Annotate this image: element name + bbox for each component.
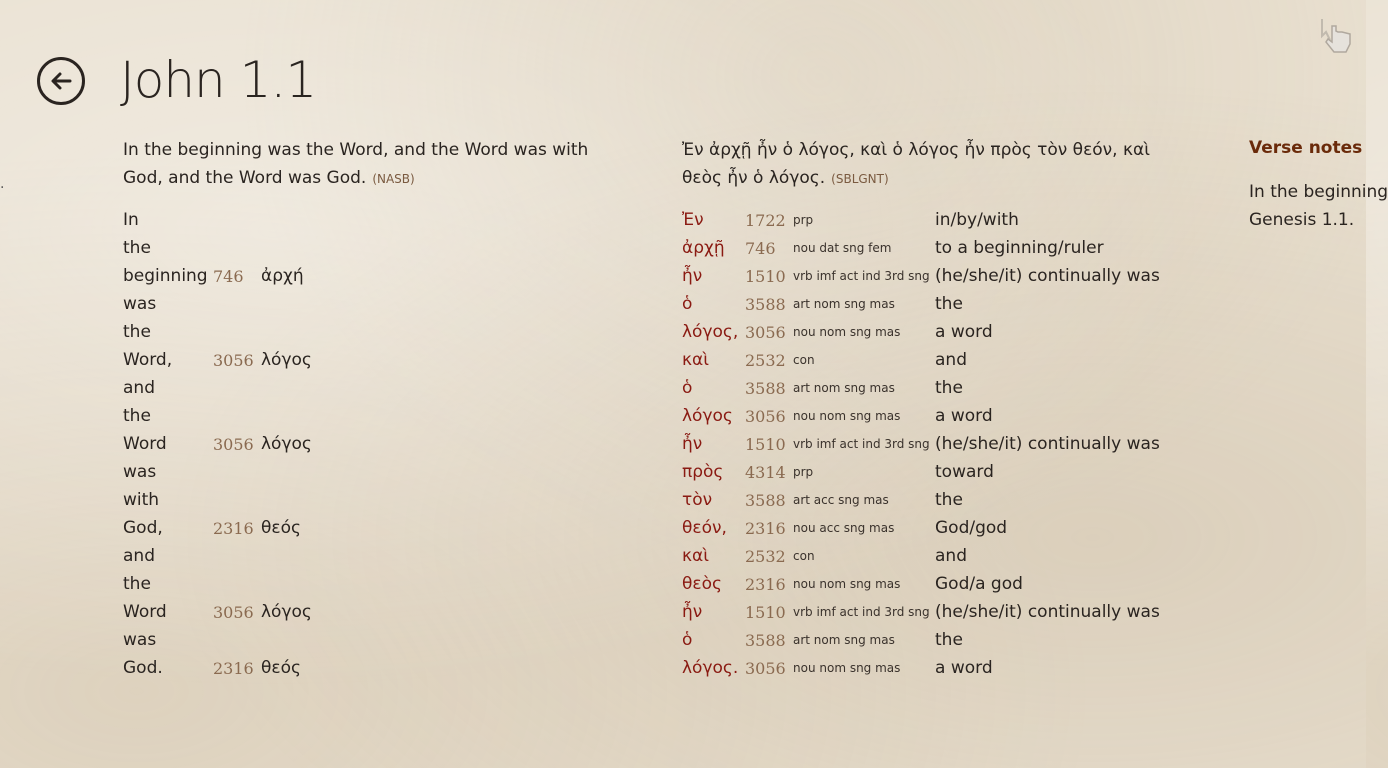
- english-word-row[interactable]: [123, 290, 312, 318]
- gloss: the: [935, 378, 963, 398]
- english-word: Word,: [123, 350, 173, 370]
- gloss: God/a god: [935, 574, 1023, 594]
- greek-word: λόγος,: [682, 322, 739, 342]
- strongs-number: 3056: [213, 350, 254, 370]
- strongs-number: 2532: [745, 546, 786, 566]
- greek-word-row[interactable]: [682, 346, 1160, 374]
- greek-word-row[interactable]: [682, 486, 1160, 514]
- parsing-code: nou dat sng fem: [793, 241, 892, 255]
- strongs-number: 1510: [745, 434, 786, 454]
- greek-word: ἀρχῇ: [682, 238, 725, 258]
- parsing-code: art nom sng mas: [793, 381, 895, 395]
- gloss: the: [935, 294, 963, 314]
- greek-word-row[interactable]: [682, 430, 1160, 458]
- parsing-code: art nom sng mas: [793, 633, 895, 647]
- gloss: God/god: [935, 518, 1008, 538]
- gloss: (he/she/it) continually was: [935, 602, 1160, 622]
- greek-word: θεὸς: [682, 574, 722, 594]
- greek-lemma: θεός: [261, 658, 301, 678]
- english-word-row[interactable]: [123, 206, 312, 234]
- greek-word-row[interactable]: [682, 206, 1160, 234]
- strongs-number: 3056: [745, 658, 786, 678]
- greek-lemma: λόγος: [261, 350, 312, 370]
- english-word: beginning: [123, 266, 208, 286]
- english-word: and: [123, 378, 155, 398]
- english-word-row[interactable]: [123, 262, 312, 290]
- parsing-code: con: [793, 353, 815, 367]
- parsing-code: nou nom sng mas: [793, 661, 901, 675]
- greek-word: λόγος: [682, 406, 733, 426]
- english-word-row[interactable]: [123, 598, 312, 626]
- greek-word: ὁ: [682, 630, 693, 650]
- english-word-row[interactable]: [123, 430, 312, 458]
- parsing-code: art acc sng mas: [793, 493, 889, 507]
- english-word-row[interactable]: [123, 374, 312, 402]
- strongs-number: 2532: [745, 350, 786, 370]
- strongs-number: 3588: [745, 294, 786, 314]
- english-verse-text: In the beginning was the Word, and the Word was with God, and the Word was God.: [123, 140, 589, 188]
- greek-word: ἦν: [682, 434, 703, 454]
- greek-lemma: θεός: [261, 518, 301, 538]
- hand-pointer-icon: [1318, 16, 1356, 58]
- english-word: In: [123, 210, 139, 230]
- parsing-code: nou nom sng mas: [793, 577, 901, 591]
- parsing-code: nou acc sng mas: [793, 521, 895, 535]
- strongs-number: 3056: [213, 434, 254, 454]
- verse-notes-title: Verse notes: [1249, 138, 1363, 158]
- greek-lemma: λόγος: [261, 434, 312, 454]
- strongs-number: 3056: [745, 406, 786, 426]
- english-word-row[interactable]: [123, 542, 312, 570]
- parsing-code: prp: [793, 213, 814, 227]
- gloss: to a beginning/ruler: [935, 238, 1104, 258]
- strongs-number: 3588: [745, 378, 786, 398]
- english-version-tag: (NASB): [372, 172, 415, 186]
- greek-word: τὸν: [682, 490, 713, 510]
- english-word: God.: [123, 658, 163, 678]
- greek-lemma: λόγος: [261, 602, 312, 622]
- english-word: the: [123, 322, 151, 342]
- gloss: and: [935, 546, 967, 566]
- english-word: was: [123, 630, 157, 650]
- gloss: and: [935, 350, 967, 370]
- greek-lemma: ἀρχή: [261, 266, 304, 286]
- strongs-number: 1722: [745, 210, 786, 230]
- english-word: was: [123, 294, 157, 314]
- parsing-code: vrb imf act ind 3rd sng: [793, 269, 930, 283]
- english-word-row[interactable]: [123, 486, 312, 514]
- gloss: the: [935, 490, 963, 510]
- english-word-row[interactable]: [123, 458, 312, 486]
- edge-marker: ·: [0, 180, 5, 196]
- greek-word: πρὸς: [682, 462, 724, 482]
- greek-word-row[interactable]: [682, 290, 1160, 318]
- english-word: Word: [123, 602, 167, 622]
- greek-word-row[interactable]: [682, 402, 1160, 430]
- parsing-code: vrb imf act ind 3rd sng: [793, 437, 930, 451]
- greek-word-row[interactable]: [682, 234, 1160, 262]
- english-word: Word: [123, 434, 167, 454]
- parsing-code: vrb imf act ind 3rd sng: [793, 605, 930, 619]
- greek-word: ὁ: [682, 378, 693, 398]
- greek-word: ἦν: [682, 266, 703, 286]
- greek-word: Ἐν: [682, 210, 704, 230]
- strongs-number: 2316: [745, 574, 786, 594]
- greek-word-row[interactable]: [682, 262, 1160, 290]
- strongs-number: 3056: [213, 602, 254, 622]
- verse-note-line: In the beginning: [1249, 182, 1388, 202]
- strongs-number: 746: [745, 238, 776, 258]
- verse-note-link[interactable]: Genesis 1.1.: [1249, 210, 1355, 230]
- english-word-row[interactable]: [123, 402, 312, 430]
- strongs-number: 2316: [745, 518, 786, 538]
- greek-word: καὶ: [682, 350, 709, 370]
- parsing-code: art nom sng mas: [793, 297, 895, 311]
- greek-verse-text: Ἐν ἀρχῇ ἦν ὁ λόγος, καὶ ὁ λόγος ἦν πρὸς τὸν θεόν, καὶ θεὸς ἦν ὁ λόγος.: [682, 140, 1150, 188]
- english-word-row[interactable]: [123, 570, 312, 598]
- strongs-number: 3588: [745, 630, 786, 650]
- greek-word: ἦν: [682, 602, 703, 622]
- greek-word-row[interactable]: [682, 598, 1160, 626]
- english-word-row[interactable]: [123, 318, 312, 346]
- gloss: a word: [935, 406, 993, 426]
- parsing-code: nou nom sng mas: [793, 325, 901, 339]
- greek-verse: [682, 136, 1182, 193]
- english-word-row[interactable]: [123, 654, 312, 682]
- english-word: was: [123, 462, 157, 482]
- gloss: a word: [935, 322, 993, 342]
- strongs-number: 4314: [745, 462, 786, 482]
- greek-word: καὶ: [682, 546, 709, 566]
- greek-word-row[interactable]: [682, 570, 1160, 598]
- gloss: the: [935, 630, 963, 650]
- english-word: the: [123, 574, 151, 594]
- back-arrow-icon: [48, 68, 74, 94]
- verse-notes-body: [1249, 178, 1388, 234]
- english-word-list: [123, 206, 312, 682]
- greek-word-row[interactable]: [682, 654, 1160, 682]
- gloss: toward: [935, 462, 994, 482]
- gloss: in/by/with: [935, 210, 1019, 230]
- english-verse: [123, 136, 623, 193]
- english-word-row[interactable]: [123, 514, 312, 542]
- greek-word-row[interactable]: [682, 374, 1160, 402]
- strongs-number: 3056: [745, 322, 786, 342]
- back-button[interactable]: [37, 57, 85, 105]
- greek-word-list: [682, 206, 1160, 682]
- english-word: the: [123, 406, 151, 426]
- english-word: with: [123, 490, 160, 510]
- gloss: (he/she/it) continually was: [935, 434, 1160, 454]
- parsing-code: con: [793, 549, 815, 563]
- english-word-row[interactable]: [123, 346, 312, 374]
- english-word-row[interactable]: [123, 626, 312, 654]
- greek-word-row[interactable]: [682, 318, 1160, 346]
- greek-word-row[interactable]: [682, 458, 1160, 486]
- greek-word: λόγος.: [682, 658, 739, 678]
- greek-word-row[interactable]: [682, 626, 1160, 654]
- greek-word: ὁ: [682, 294, 693, 314]
- english-word: the: [123, 238, 151, 258]
- english-word: God,: [123, 518, 163, 538]
- gloss: (he/she/it) continually was: [935, 266, 1160, 286]
- greek-version-tag: (SBLGNT): [831, 172, 889, 186]
- strongs-number: 1510: [745, 266, 786, 286]
- page-title: John 1.1: [120, 51, 317, 109]
- greek-word: θεόν,: [682, 518, 727, 538]
- english-word-row[interactable]: [123, 234, 312, 262]
- strongs-number: 2316: [213, 518, 254, 538]
- greek-word-row[interactable]: [682, 514, 1160, 542]
- strongs-number: 746: [213, 266, 244, 286]
- english-word: and: [123, 546, 155, 566]
- greek-word-row[interactable]: [682, 542, 1160, 570]
- gloss: a word: [935, 658, 993, 678]
- strongs-number: 1510: [745, 602, 786, 622]
- strongs-number: 2316: [213, 658, 254, 678]
- parsing-code: prp: [793, 465, 814, 479]
- parsing-code: nou nom sng mas: [793, 409, 901, 423]
- strongs-number: 3588: [745, 490, 786, 510]
